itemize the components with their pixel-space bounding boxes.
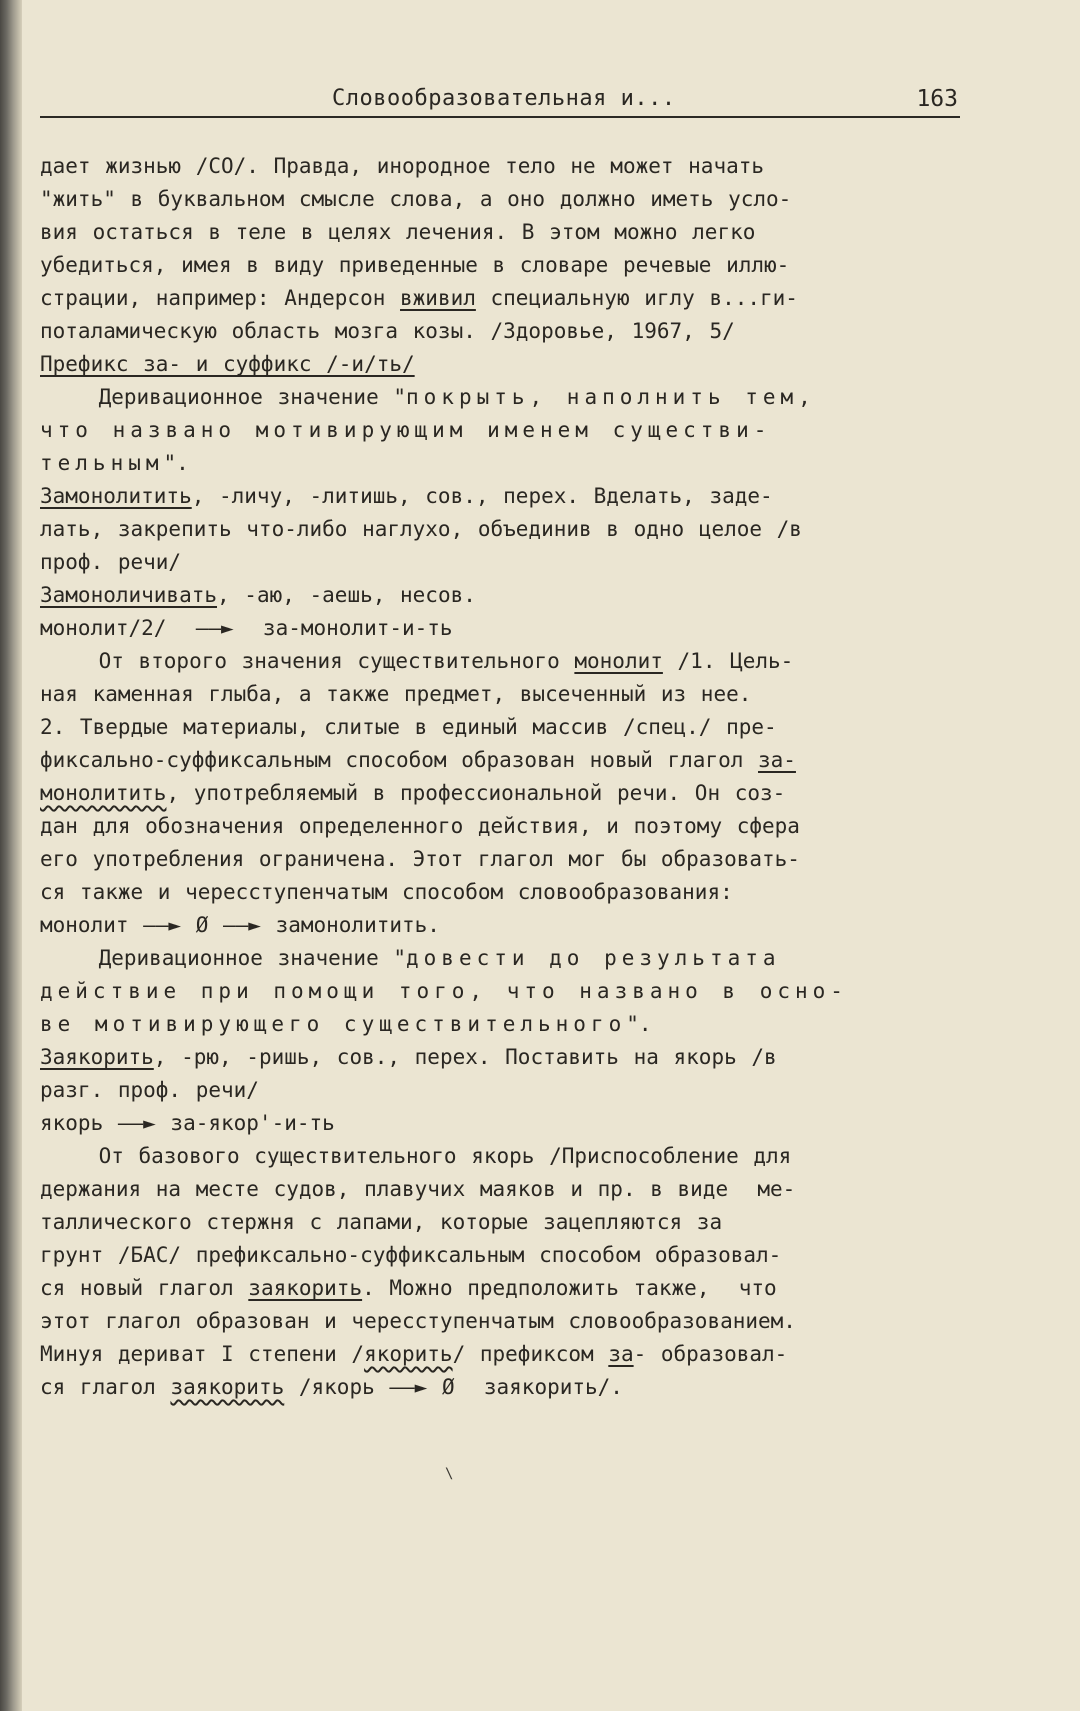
text-line: тельным".	[40, 451, 189, 475]
text-line	[40, 414, 960, 447]
text-line: фиксально-суффиксальным способом образован новый глагол за-	[40, 748, 796, 772]
text-line: убедиться, имея в виду приведенные в словаре речевые иллю-	[40, 253, 790, 277]
wavy-underlined-word: заякорить	[170, 1375, 285, 1399]
text-line: ная каменная глыба, а также предмет, высеченный из нее.	[40, 682, 752, 706]
spaced-definition: довести до результата	[406, 946, 781, 970]
text-line: его употребления ограничена. Этот глагол мог бы образовать-	[40, 847, 800, 871]
underlined-word: вживил	[400, 286, 476, 310]
wavy-underlined-word: якорить	[364, 1342, 453, 1366]
book-binding-shadow	[0, 0, 22, 1711]
derivation-chain: якорь ——► за-якор'-и-ть	[40, 1111, 335, 1135]
text-line: держания на месте судов, плавучих маяков и пр. в виде ме-	[40, 1177, 796, 1201]
text-line: ся новый глагол заякорить. Можно предположить также, что	[40, 1276, 777, 1300]
text-line: разг. проф. речи/	[40, 1078, 259, 1102]
headword: Замоноличивать	[40, 583, 218, 607]
dictionary-entry: Замоноличивать, -аю, -аешь, несов.	[40, 583, 476, 607]
headword: Замонолитить	[40, 484, 192, 508]
text-line: монолитить, употребляемый в профессиональной речи. Он соз-	[40, 781, 786, 805]
page-number: 163	[916, 86, 958, 112]
text-line: вия остаться в теле в целях лечения. В этом можно легко	[40, 220, 756, 244]
text-line: дан для обозначения определенного действия, и поэтому сфера	[40, 814, 800, 838]
text-line: проф. речи/	[40, 550, 182, 574]
text-line: дает жизнью /СО/. Правда, инородное тело не может начать	[40, 154, 765, 178]
text-line: этот глагол образован и чересступенчатым словообразованием.	[40, 1309, 796, 1333]
text-line: От базового существительного якорь /Приспособление для	[40, 1144, 792, 1168]
derivation-chain: монолит/2/ ——► за-монолит-и-ть	[40, 616, 453, 640]
underlined-heading: Префикс за- и суффикс /-и/ть/	[40, 352, 415, 376]
text-line: 2. Твердые материалы, слитые в единый массив /спец./ пре-	[40, 715, 777, 739]
text-line: Деривационное значение "покрыть, наполнить тем,	[40, 385, 816, 409]
dictionary-entry: Заякорить, -рю, -ришь, сов., перех. Поставить на якорь /в	[40, 1045, 777, 1069]
text-line: "жить" в буквальном смысле слова, а оно должно иметь усло-	[40, 187, 792, 211]
section-heading	[40, 348, 960, 381]
headword: Заякорить	[40, 1045, 154, 1069]
running-title: Словообразовательная и...	[332, 86, 676, 111]
text-line	[40, 975, 960, 1008]
text-line: ся также и чересступенчатым способом словообразования:	[40, 880, 733, 904]
text-line: поталамическую область мозга козы. /Здоровье, 1967, 5/	[40, 319, 735, 343]
underlined-word: за-	[758, 748, 796, 772]
body-text	[40, 150, 960, 1404]
text-line: таллического стержня с лапами, которые зацепляются за	[40, 1210, 723, 1234]
derivation-chain: монолит ——► Ø ——► замонолитить.	[40, 913, 440, 937]
running-header	[40, 86, 960, 118]
text-line: ве мотивирующего существительного".	[40, 1012, 652, 1036]
spaced-definition: действие при помощи того, что названо в осно-	[40, 979, 848, 1003]
text-line: Деривационное значение "довести до результата	[40, 946, 781, 970]
dictionary-entry: Замонолитить, -личу, -литишь, сов., перех. Вделать, заде-	[40, 484, 773, 508]
underlined-word: за	[608, 1342, 634, 1366]
spaced-definition: покрыть, наполнить тем,	[406, 385, 816, 409]
text-line: лать, закрепить что-либо наглухо, объединив в одно целое /в	[40, 517, 802, 541]
underlined-word: заякорить	[248, 1276, 363, 1300]
text-line: От второго значения существительного монолит /1. Цель-	[40, 649, 794, 673]
wavy-underlined-word: монолитить	[40, 781, 167, 805]
spaced-definition: ве мотивирующего существительного	[40, 1012, 627, 1036]
underlined-word: монолит	[574, 649, 663, 673]
text-line: ся глагол заякорить /якорь ——► Ø заякорить/.	[40, 1375, 623, 1399]
text-line: страции, например: Андерсон вживил специальную иглу в...ги-	[40, 286, 798, 310]
stray-pen-mark: \	[445, 1466, 454, 1482]
text-line: грунт /БАС/ префиксально-суффиксальным способом образовал-	[40, 1243, 782, 1267]
spaced-definition: что названо мотивирующим именем существи-	[40, 418, 772, 442]
spaced-definition: тельным	[40, 451, 164, 475]
text-line: Минуя дериват I степени /якорить/ префиксом за- образовал-	[40, 1342, 788, 1366]
